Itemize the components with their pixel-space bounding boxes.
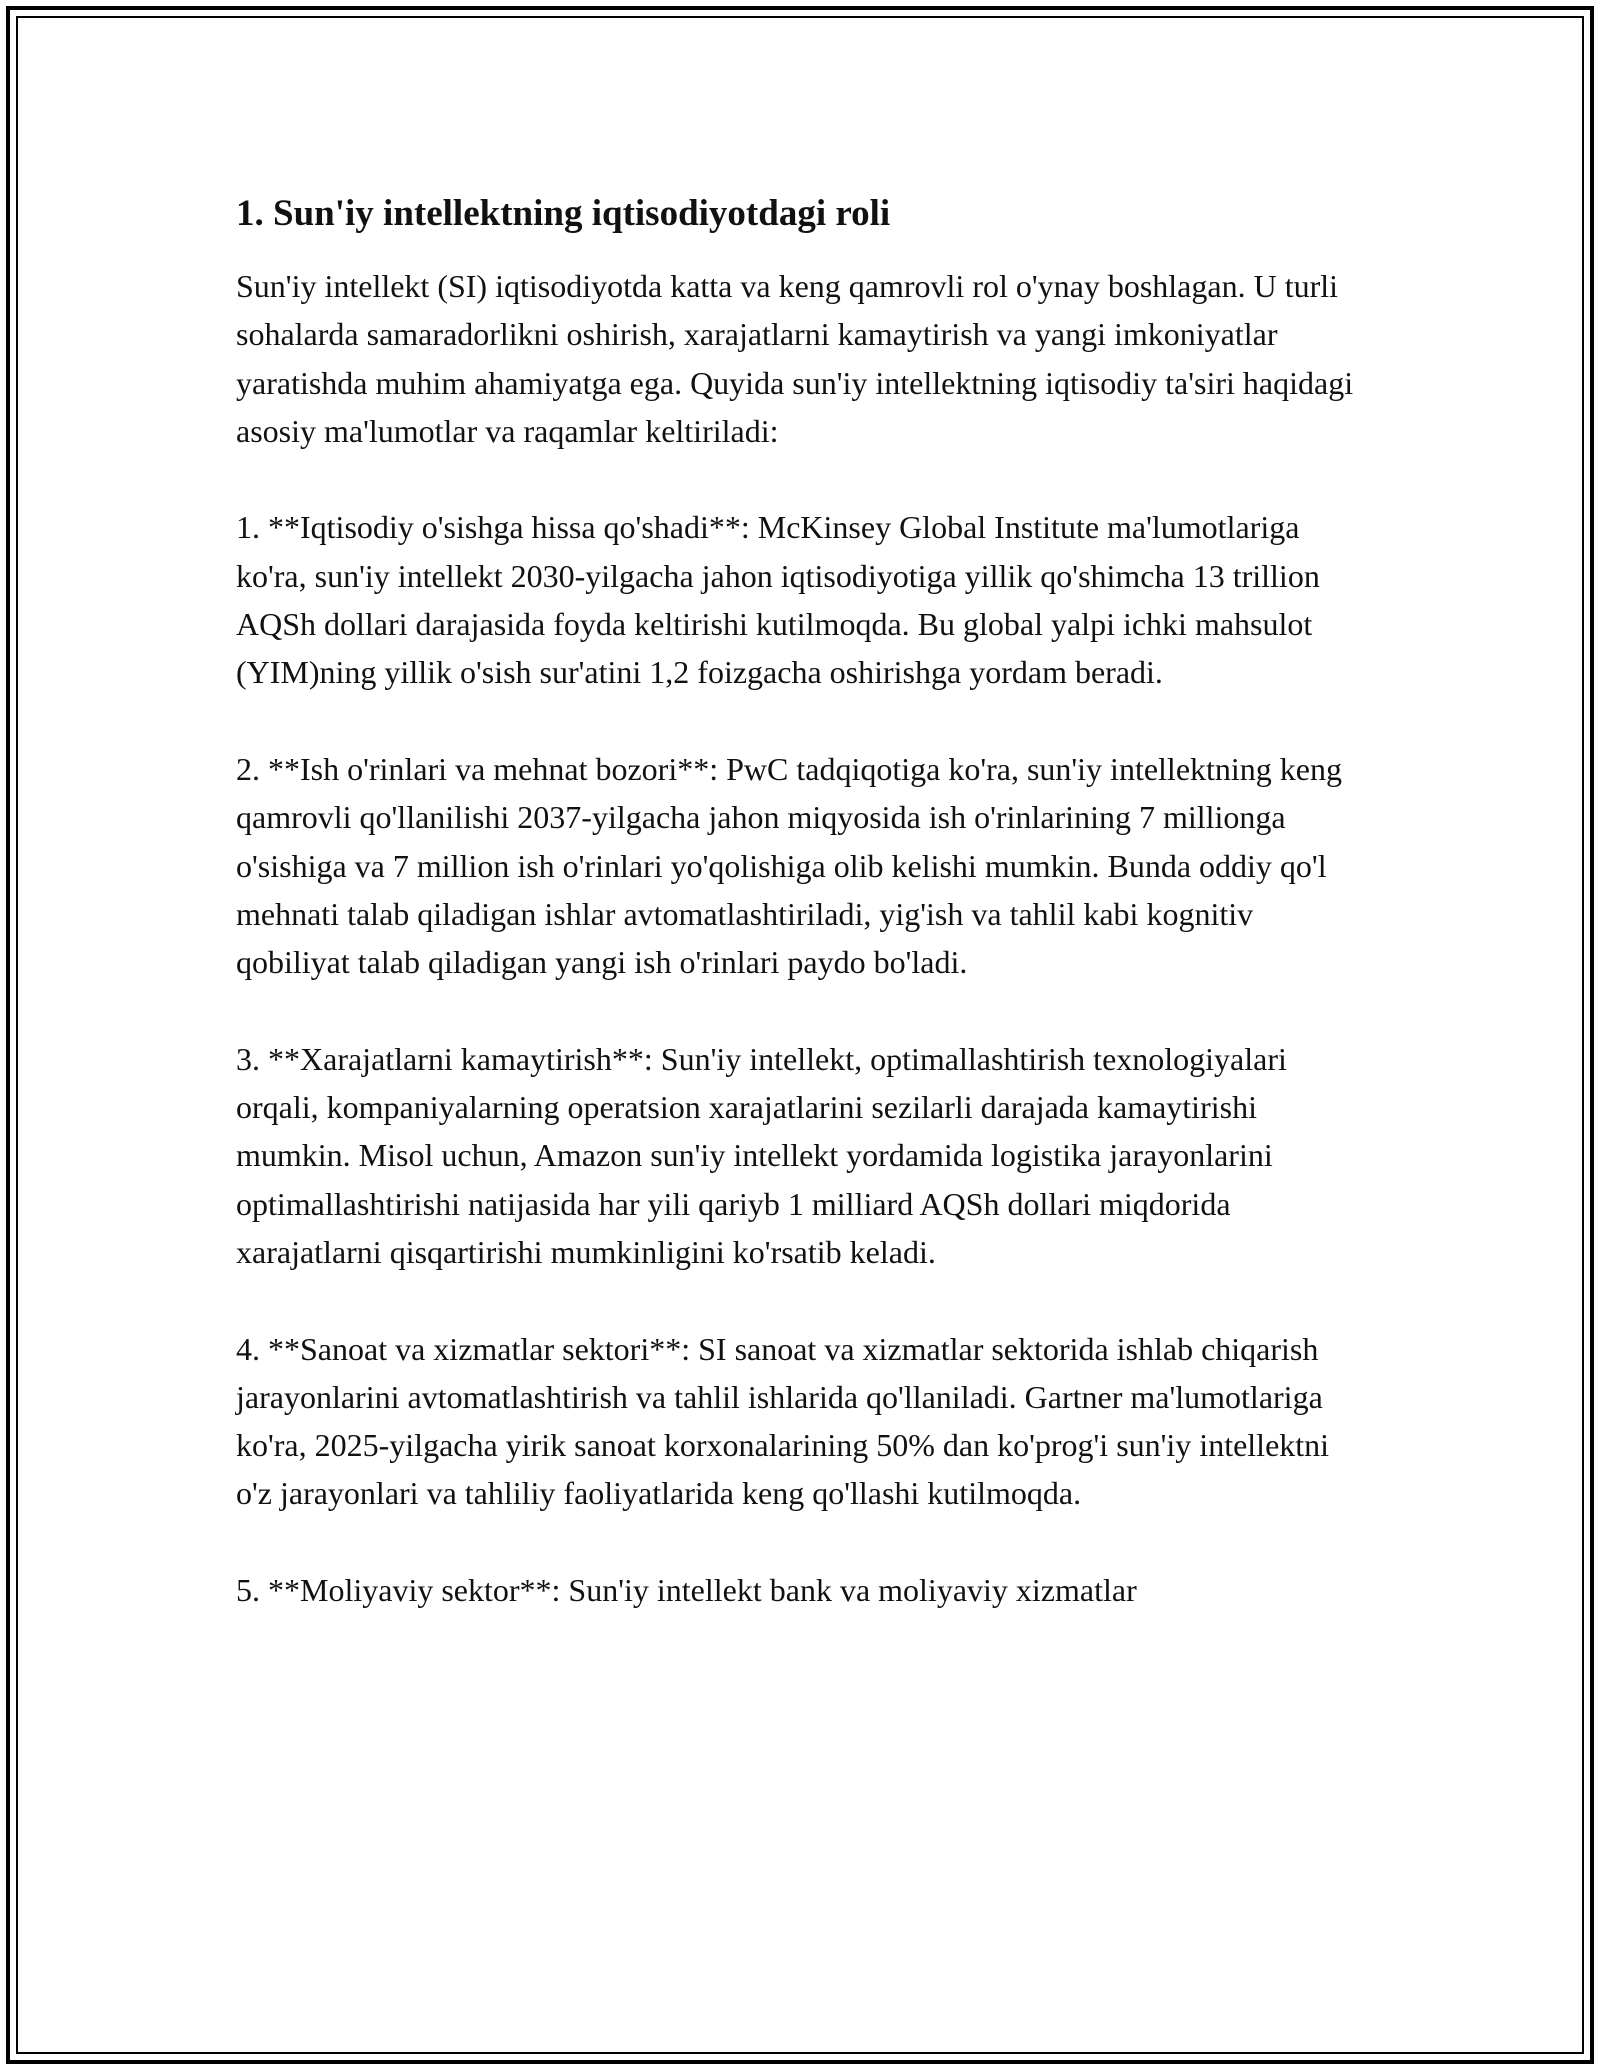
list-item-cost-reduction: 3. **Xarajatlarni kamaytirish**: Sun'iy intellekt, optimallashtirish texnologiyalari orqali, kompaniyalarning operatsion xarajatlarini sezilarli darajada kamaytirishi mumkin. Misol uchun, Amazon sun'iy intellekt yordamida logistika jarayonlarini optimallashtirishi natijasida har yili qariyb 1 milliard AQSh dollari miqdorida xarajatlarni qisqartirishi mumkinligini ko'rsatib keladi. (236, 1040, 1287, 1270)
list-item-economic-growth: 1. **Iqtisodiy o'sishga hissa qo'shadi**: McKinsey Global Institute ma'lumotlariga ko'ra, sun'iy intellekt 2030-yilgacha jahon iqtisodiyotiga yillik qo'shimcha 13 trillion AQSh dollari darajasida foyda keltirishi kutilmoqda. Bu global yalpi ichki mahsulot (YIM)ning yillik o'sish sur'atini 1,2 foizgacha oshirishga yordam beradi. (236, 509, 1320, 691)
document-body (236, 190, 1366, 1663)
list-item-industry-services: 4. **Sanoat va xizmatlar sektori**: SI sanoat va xizmatlar sektorida ishlab chiqarish jarayonlarini avtomatlashtirish va tahlil ishlarida qo'llaniladi. Gartner ma'lumotlariga ko'ra, 2025-yilgacha yirik sanoat korxonalarining 50% dan ko'prog'i sun'iy intellektni o'z jarayonlari va tahliliy faoliyatlarida keng qo'llashi kutilmoqda. (236, 1330, 1330, 1512)
list-item-financial-sector: 5. **Moliyaviy sektor**: Sun'iy intellekt bank va moliyaviy xizmatlar (236, 1572, 1137, 1609)
section-heading: 1. Sun'iy intellektning iqtisodiyotdagi roli (236, 193, 891, 234)
list-item-labor-market: 2. **Ish o'rinlari va mehnat bozori**: PwC tadqiqotiga ko'ra, sun'iy intellektning keng qamrovli qo'llanilishi 2037-yilgacha jahon miqyosida ish o'rinlarining 7 millionga o'sishiga va 7 million ish o'rinlari yo'qolishiga olib kelishi mumkin. Bunda oddiy qo'l mehnati talab qiladigan ishlar avtomatlashtiriladi, yig'ish va tahlil kabi kognitiv qobiliyat talab qiladigan yangi ish o'rinlari paydo bo'ladi. (236, 750, 1342, 981)
intro-paragraph: Sun'iy intellekt (SI) iqtisodiyotda katta va keng qamrovli rol o'ynay boshlagan. U turli sohalarda samaradorlikni oshirish, xarajatlarni kamaytirish va yangi imkoniyatlar yaratishda muhim ahamiyatga ega. Quyida sun'iy intellektning iqtisodiy ta'siri haqidagi asosiy ma'lumotlar va raqamlar keltiriladi: (236, 268, 1354, 449)
